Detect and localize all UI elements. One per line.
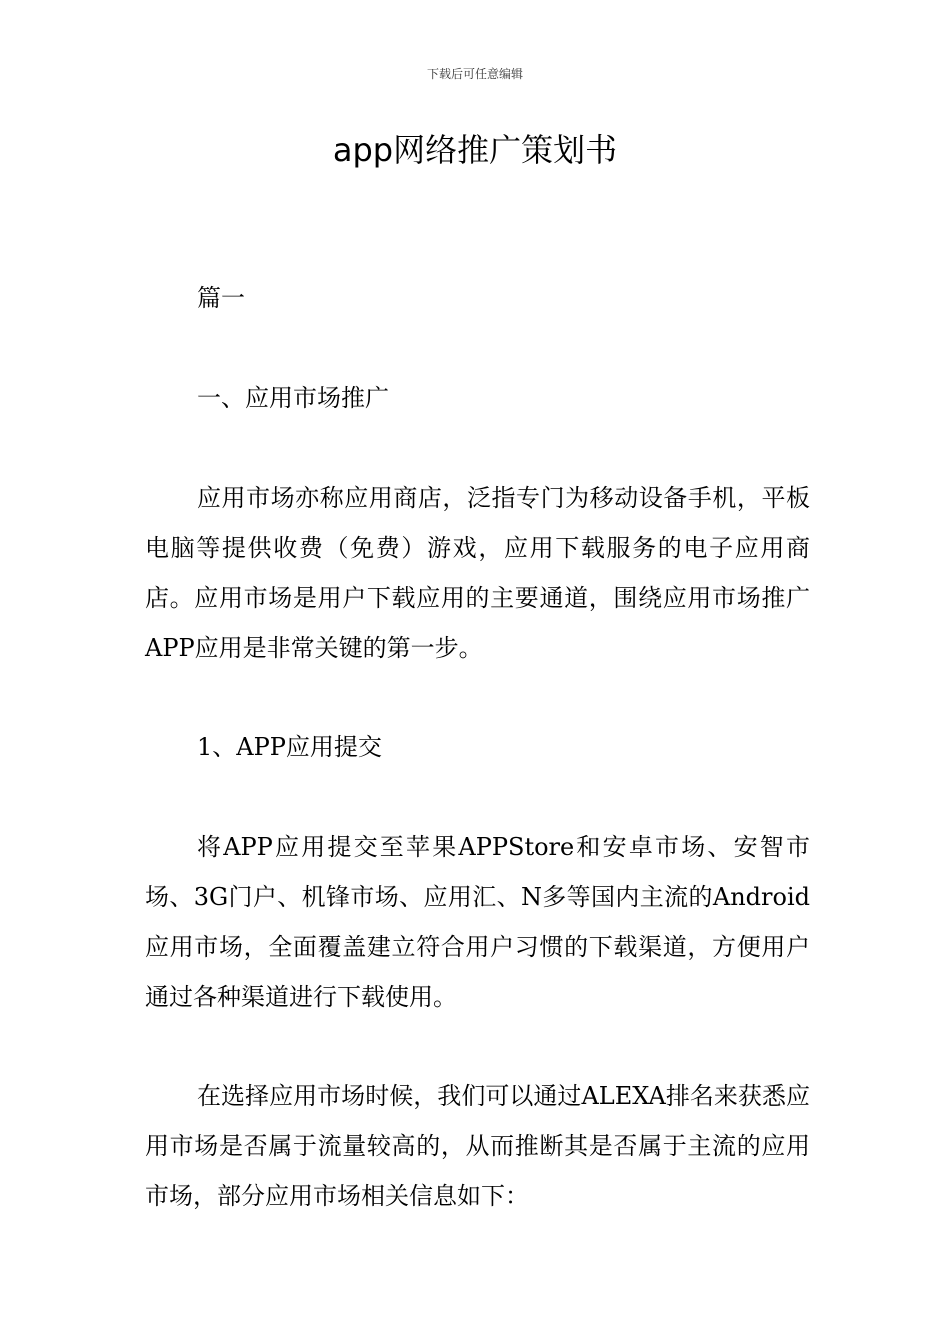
header-note: 下载后可任意编辑 bbox=[426, 67, 523, 81]
heading-app-submission: 1、APP应用提交 bbox=[197, 733, 382, 761]
paragraph-market-selection: 在选择应用市场时候，我们可以通过ALEXA排名来获悉应用市场是否属于流量较高的，从而推断其是否属于主流的应用市场，部分应用市场相关信息如下： bbox=[145, 1082, 810, 1210]
heading-app-market-promotion: 一、应用市场推广 bbox=[197, 384, 389, 412]
paragraph-app-market-intro: 应用市场亦称应用商店，泛指专门为移动设备手机，平板电脑等提供收费（免费）游戏，应用下载服务的电子应用商店。应用市场是用户下载应用的主要通道，围绕应用市场推广APP应用是非常关键的第一步。 bbox=[145, 484, 810, 662]
section-label: 篇一 bbox=[197, 284, 245, 312]
document-title: app网络推广策划书 bbox=[332, 131, 618, 169]
paragraph-app-submission: 将APP应用提交至苹果APPStore和安卓市场、安智市场、3G门户、机锋市场、应用汇、N多等国内主流的Android应用市场，全面覆盖建立符合用户习惯的下载渠道，方便用户通过各种渠道进行下载使用。 bbox=[145, 833, 810, 1011]
